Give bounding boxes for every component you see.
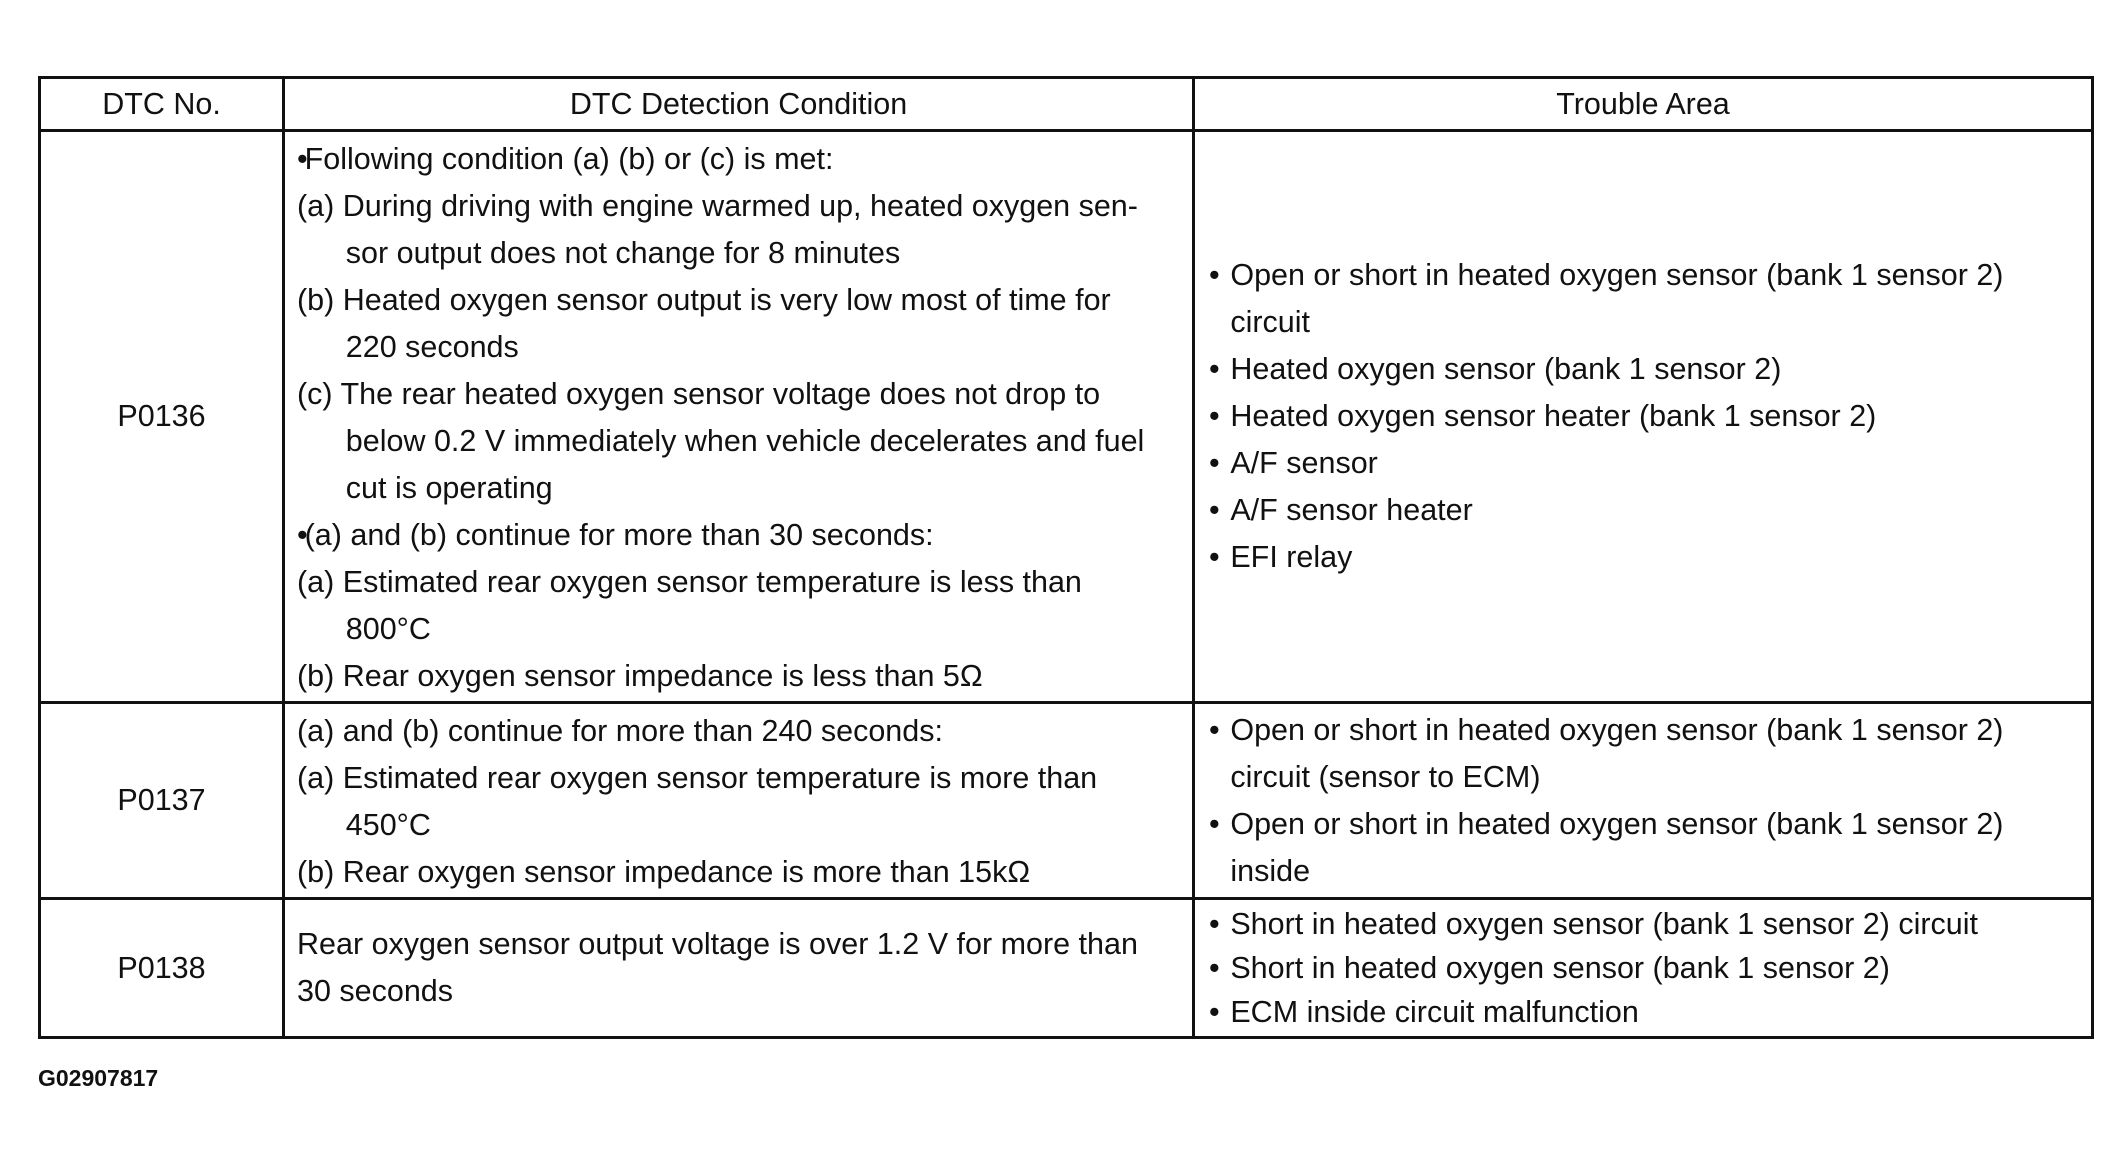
trouble-text: Heated oxygen sensor heater (bank 1 sensor 2) bbox=[1230, 399, 1877, 433]
table-row bbox=[40, 131, 2093, 703]
trouble-text: Open or short in heated oxygen sensor (bank 1 sensor 2) bbox=[1230, 258, 2004, 292]
trouble-text: A/F sensor bbox=[1230, 446, 1378, 480]
trouble-area-cell bbox=[1194, 899, 2093, 1038]
trouble-item bbox=[1209, 487, 2079, 534]
figure-id: G02907817 bbox=[38, 1065, 159, 1091]
bullet-marker: • bbox=[1209, 258, 1220, 292]
table-row bbox=[40, 703, 2093, 899]
trouble-item bbox=[1209, 534, 2079, 581]
dtc-code: P0136 bbox=[40, 131, 284, 703]
trouble-text: Open or short in heated oxygen sensor (bank 1 sensor 2) bbox=[1230, 712, 2004, 747]
trouble-text: Short in heated oxygen sensor (bank 1 sensor 2) bbox=[1230, 951, 1890, 985]
dtc-code: P0137 bbox=[40, 703, 284, 899]
dtc-code: P0138 bbox=[40, 899, 284, 1038]
trouble-item bbox=[1209, 346, 2079, 393]
condition-continuation: sor output does not change for 8 minutes bbox=[345, 236, 901, 270]
table-header-row bbox=[40, 78, 2093, 131]
detection-condition-cell bbox=[284, 131, 1194, 703]
trouble-item bbox=[1209, 252, 2079, 299]
condition-marker: (b) bbox=[297, 855, 335, 889]
condition-marker: (b) bbox=[297, 283, 335, 317]
condition-text: Rear oxygen sensor impedance is more than 15kΩ bbox=[342, 855, 1031, 889]
bullet-marker: • bbox=[1209, 540, 1220, 574]
trouble-continuation: circuit bbox=[1230, 305, 1310, 339]
condition-continuation: 450°C bbox=[345, 808, 431, 842]
trouble-item bbox=[1209, 393, 2079, 440]
condition-item bbox=[297, 653, 1180, 700]
bullet-marker: • bbox=[1209, 712, 1220, 747]
condition-text: Estimated rear oxygen sensor temperature is less than bbox=[342, 565, 1082, 599]
condition-marker: (c) bbox=[297, 377, 333, 411]
condition-marker: (a) bbox=[297, 565, 335, 599]
trouble-text: EFI relay bbox=[1230, 540, 1353, 574]
condition-marker: (a) bbox=[297, 761, 335, 795]
condition-item: Rear oxygen sensor output voltage is over 1.2 V for more than bbox=[297, 927, 1138, 961]
header-trouble-area: Trouble Area bbox=[1194, 78, 2093, 131]
condition-item bbox=[297, 755, 1180, 802]
condition-continuation: 220 seconds bbox=[345, 330, 519, 364]
table-row bbox=[40, 899, 2093, 1038]
condition-text: Estimated rear oxygen sensor temperature is more than bbox=[342, 761, 1098, 795]
condition-item bbox=[297, 277, 1180, 324]
condition-continuation: 800°C bbox=[345, 612, 431, 646]
trouble-item bbox=[1209, 990, 2079, 1034]
condition-text: The rear heated oxygen sensor voltage does not drop to bbox=[340, 377, 1101, 411]
trouble-area-cell bbox=[1194, 131, 2093, 703]
condition-item bbox=[297, 849, 1180, 896]
bullet-marker: • bbox=[1209, 446, 1220, 480]
condition-text: Heated oxygen sensor output is very low most of time for bbox=[342, 283, 1111, 317]
condition-item bbox=[297, 559, 1180, 606]
detection-condition-cell bbox=[284, 899, 1194, 1038]
condition-continuation: cut is operating bbox=[345, 471, 553, 505]
trouble-text: Open or short in heated oxygen sensor (bank 1 sensor 2) bbox=[1230, 806, 2004, 841]
trouble-item bbox=[1209, 902, 2079, 946]
condition-continuation: 30 seconds bbox=[297, 974, 453, 1008]
condition-marker: (b) bbox=[297, 659, 335, 693]
condition-item bbox=[297, 512, 1180, 559]
bullet-marker: • bbox=[1209, 907, 1220, 941]
condition-text: During driving with engine warmed up, heated oxygen sen- bbox=[342, 189, 1138, 223]
detection-condition-cell bbox=[284, 703, 1194, 899]
condition-text: Rear oxygen sensor impedance is less than 5Ω bbox=[342, 659, 983, 693]
condition-marker: (a) bbox=[297, 189, 335, 223]
bullet-marker: • bbox=[1209, 995, 1220, 1029]
dtc-table bbox=[38, 76, 2094, 1039]
condition-item: (a) and (b) continue for more than 240 seconds: bbox=[297, 714, 943, 748]
bullet-marker bbox=[297, 142, 305, 176]
trouble-continuation: inside bbox=[1230, 853, 1311, 888]
trouble-item bbox=[1209, 946, 2079, 990]
condition-continuation: below 0.2 V immediately when vehicle decelerates and fuel bbox=[345, 424, 1145, 458]
condition-item bbox=[297, 183, 1180, 230]
trouble-item bbox=[1209, 440, 2079, 487]
trouble-text: A/F sensor heater bbox=[1230, 493, 1473, 527]
header-detection-condition: DTC Detection Condition bbox=[284, 78, 1194, 131]
condition-text: (a) and (b) continue for more than 30 seconds: bbox=[304, 518, 934, 552]
trouble-text: Heated oxygen sensor (bank 1 sensor 2) bbox=[1230, 352, 1782, 386]
condition-item bbox=[297, 136, 1180, 183]
trouble-text: Short in heated oxygen sensor (bank 1 sensor 2) circuit bbox=[1230, 907, 1978, 941]
bullet-marker: • bbox=[1209, 399, 1220, 433]
condition-text: Following condition (a) (b) or (c) is met: bbox=[304, 142, 834, 176]
condition-item bbox=[297, 371, 1180, 418]
trouble-area-cell bbox=[1194, 703, 2093, 899]
header-dtc-no: DTC No. bbox=[40, 78, 284, 131]
bullet-marker bbox=[297, 518, 305, 552]
trouble-text: ECM inside circuit malfunction bbox=[1230, 995, 1639, 1029]
bullet-marker: • bbox=[1209, 951, 1220, 985]
trouble-item bbox=[1209, 707, 2079, 754]
trouble-item bbox=[1209, 801, 2079, 848]
bullet-marker: • bbox=[1209, 493, 1220, 527]
bullet-marker: • bbox=[1209, 806, 1220, 841]
bullet-marker: • bbox=[1209, 352, 1220, 386]
trouble-continuation: circuit (sensor to ECM) bbox=[1230, 759, 1541, 794]
